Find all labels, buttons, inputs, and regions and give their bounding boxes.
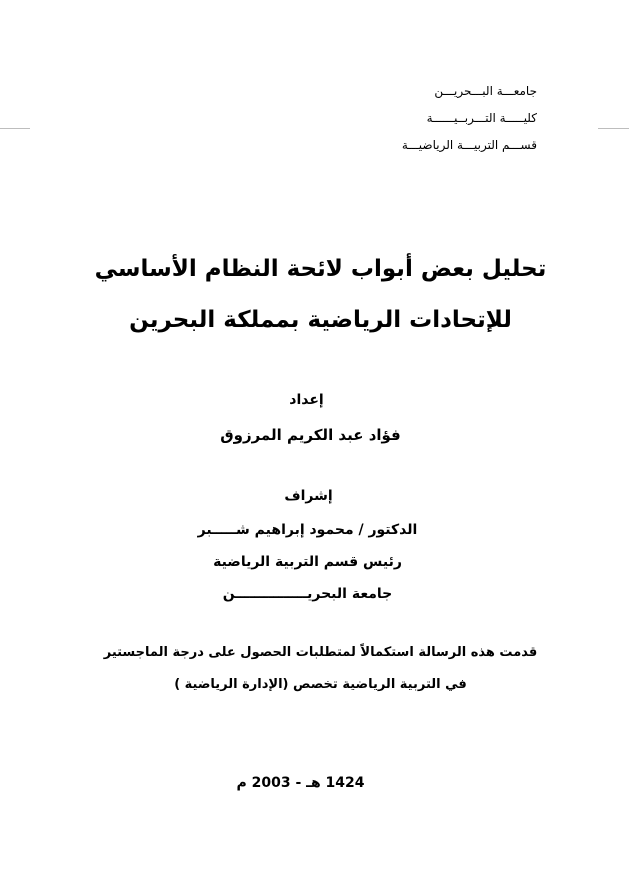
scan-edge-line-right: [598, 128, 629, 129]
submission-date: 1424 هـ - 2003 م: [236, 775, 365, 791]
department-name: قســـم التربيـــة الرياضيـــة: [401, 138, 537, 152]
prepared-by-label: إعداد: [289, 392, 324, 408]
supervisor-name: الدكتور / محمود إبراهيم شـــــبر: [197, 522, 418, 538]
thesis-title-line-1: تحليل بعض أبواب لائحة النظام الأساسي: [94, 256, 547, 282]
author-name: فؤاد عبد الكريم المرزوق: [220, 426, 401, 444]
degree-statement-line-2: في التربية الرياضية تخصص (الإدارة الرياضية ): [174, 677, 467, 692]
supervision-label: إشراف: [284, 488, 333, 504]
scan-edge-line-left: [0, 128, 30, 129]
university-name: جامعـــة البـــحريـــن: [434, 84, 537, 98]
supervisor-university: جامعة البحريـــــــــــــــن: [222, 586, 393, 602]
college-name: كليـــــة التـــربــيــــــة: [426, 111, 537, 125]
supervisor-position: رئيس قسم التربية الرياضية: [213, 554, 402, 570]
degree-statement-line-1: قدمت هذه الرسالة استكمالاً لمتطلبات الحصول على درجة الماجستير: [103, 645, 538, 660]
thesis-title-line-2: للإتحادات الرياضية بمملكة البحرين: [129, 307, 512, 333]
